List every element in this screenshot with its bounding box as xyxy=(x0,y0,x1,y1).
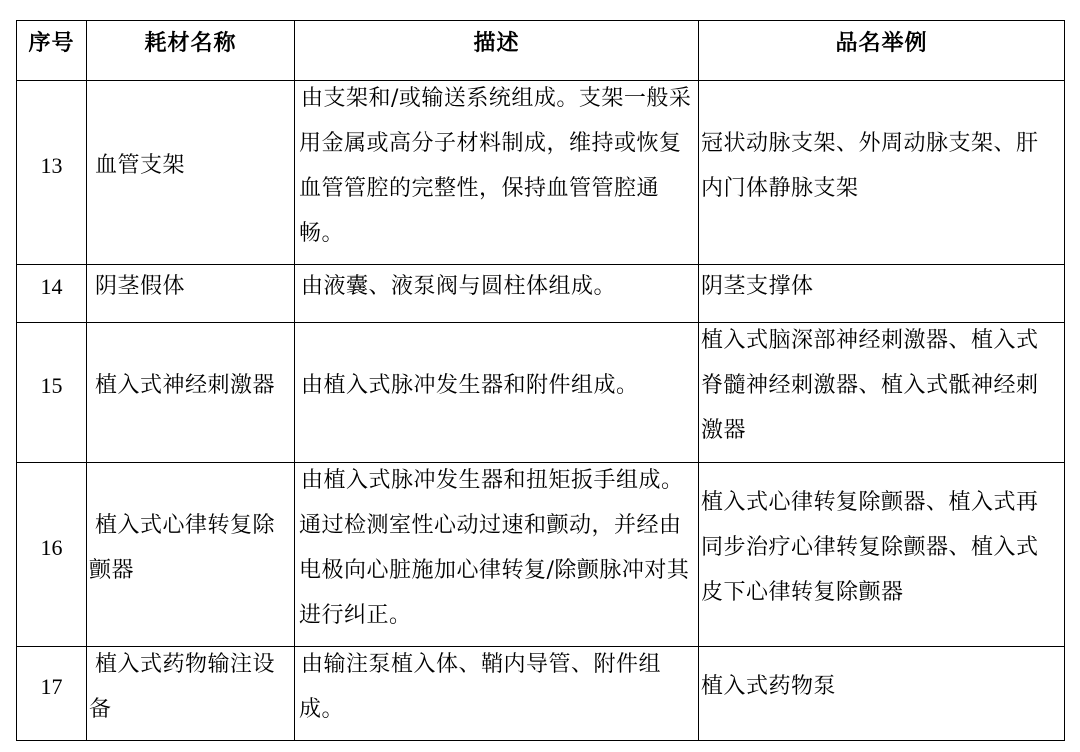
cell-description xyxy=(295,265,699,323)
cell-description xyxy=(295,647,699,741)
name-line: 颤器 xyxy=(89,557,135,583)
description-line: 通过检测室性心动过速和颤动，并经由 xyxy=(299,512,682,538)
name-line: 备 xyxy=(89,696,112,722)
description-line: 进行纠正。 xyxy=(299,602,412,628)
table-row xyxy=(17,81,1065,265)
description-line: 畅。 xyxy=(299,220,345,246)
cell-examples xyxy=(699,323,1065,463)
row-number: 15 xyxy=(40,373,63,398)
row-number: 17 xyxy=(40,674,63,699)
examples-line: 植入式药物泵 xyxy=(701,674,837,699)
description-line: 电极向心脏施加心律转复/除颤脉冲对其 xyxy=(299,557,690,583)
description-line: 由支架和/或输送系统组成。支架一般采 xyxy=(301,85,692,111)
header-label: 耗材名称 xyxy=(144,30,237,56)
cell-name xyxy=(87,81,295,265)
consumables-table xyxy=(16,20,1065,741)
cell-examples xyxy=(699,463,1065,647)
header-label: 品名举例 xyxy=(835,30,928,56)
cell-name xyxy=(87,323,295,463)
description-line: 由植入式脉冲发生器和扭矩扳手组成。 xyxy=(301,467,684,493)
header-cell-description xyxy=(295,21,699,81)
cell-no xyxy=(17,265,87,323)
name-line: 植入式药物输注设 xyxy=(95,651,276,677)
description-line: 由植入式脉冲发生器和附件组成。 xyxy=(301,373,639,398)
cell-description xyxy=(295,81,699,265)
table-row xyxy=(17,647,1065,741)
examples-line: 植入式心律转复除颤器、植入式再 xyxy=(701,490,1039,515)
name-line: 血管支架 xyxy=(95,153,186,178)
cell-name xyxy=(87,463,295,647)
row-number: 16 xyxy=(40,535,63,560)
header-row xyxy=(17,21,1065,81)
header-cell-name xyxy=(87,21,295,81)
examples-line: 同步治疗心律转复除颤器、植入式 xyxy=(701,535,1039,560)
cell-examples xyxy=(699,647,1065,741)
description-line: 用金属或高分子材料制成，维持或恢复 xyxy=(299,130,682,156)
examples-line: 植入式脑深部神经刺激器、植入式 xyxy=(701,328,1039,353)
cell-name xyxy=(87,647,295,741)
cell-description xyxy=(295,463,699,647)
examples-line: 阴茎支撑体 xyxy=(701,274,814,299)
name-line: 阴茎假体 xyxy=(95,274,186,299)
table-row xyxy=(17,463,1065,647)
row-number: 14 xyxy=(40,274,63,299)
examples-line: 激器 xyxy=(701,418,747,443)
cell-no xyxy=(17,647,87,741)
examples-line: 内门体静脉支架 xyxy=(701,175,859,201)
description-line: 血管管腔的完整性，保持血管管腔通 xyxy=(299,175,660,201)
cell-description xyxy=(295,323,699,463)
cell-examples xyxy=(699,81,1065,265)
examples-line: 皮下心律转复除颤器 xyxy=(701,580,904,605)
name-line: 植入式神经刺激器 xyxy=(95,373,276,398)
cell-no xyxy=(17,81,87,265)
cell-no xyxy=(17,463,87,647)
cell-no xyxy=(17,323,87,463)
header-label: 序号 xyxy=(28,30,75,56)
examples-line: 冠状动脉支架、外周动脉支架、肝 xyxy=(701,130,1039,156)
header-cell-examples xyxy=(699,21,1065,81)
cell-examples xyxy=(699,265,1065,323)
description-line: 由输注泵植入体、鞘内导管、附件组 xyxy=(301,651,662,677)
name-line: 植入式心律转复除 xyxy=(95,512,276,538)
header-cell-no xyxy=(17,21,87,81)
row-number: 13 xyxy=(40,153,63,178)
cell-name xyxy=(87,265,295,323)
header-label: 描述 xyxy=(473,30,520,56)
description-line: 由液囊、液泵阀与圆柱体组成。 xyxy=(301,274,617,299)
examples-line: 脊髓神经刺激器、植入式骶神经刺 xyxy=(701,373,1039,398)
table-row xyxy=(17,323,1065,463)
description-line: 成。 xyxy=(299,696,345,722)
table-row xyxy=(17,265,1065,323)
